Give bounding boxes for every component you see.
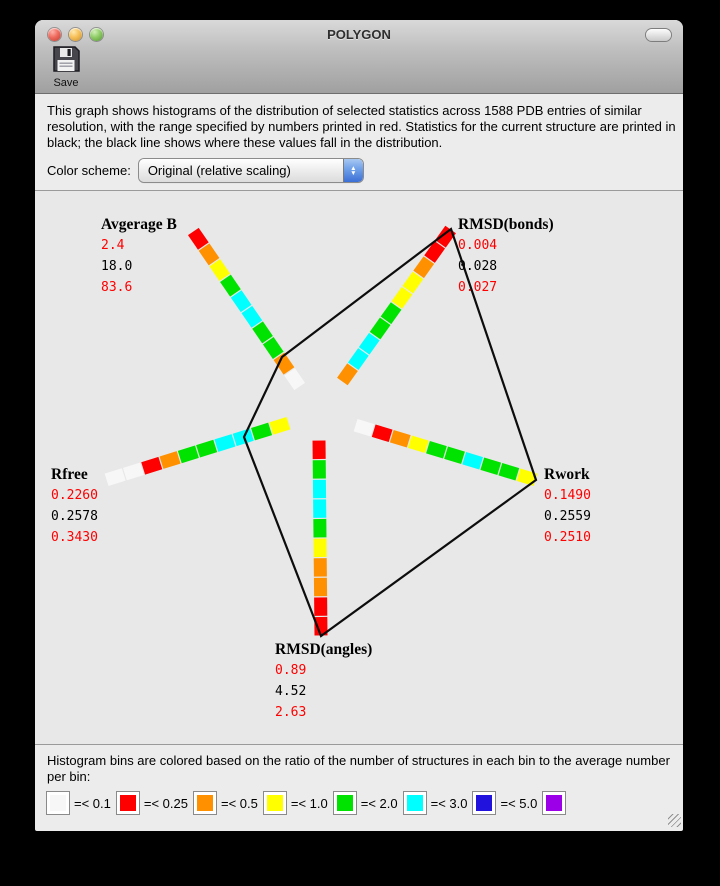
axis-block-rwork bbox=[544, 465, 591, 548]
histogram-bin-green bbox=[375, 321, 385, 335]
legend-bin bbox=[117, 792, 188, 814]
histogram-bin-red bbox=[430, 245, 440, 259]
window-title: POLYGON bbox=[327, 27, 391, 42]
legend-bin bbox=[404, 792, 468, 814]
histogram-bin-green bbox=[428, 447, 445, 452]
legend-bin-label: =< 0.25 bbox=[143, 795, 188, 811]
swatch-color bbox=[197, 795, 213, 811]
color-scheme-label: Color scheme: bbox=[47, 163, 131, 178]
legend-swatch-red bbox=[117, 792, 139, 814]
swatch-color bbox=[407, 795, 423, 811]
histogram-bin-yellow bbox=[410, 442, 427, 447]
legend-bin bbox=[334, 792, 398, 814]
legend-swatch-orange bbox=[194, 792, 216, 814]
axis-max-value: 0.3430 bbox=[51, 530, 98, 545]
legend-swatch-cyan bbox=[404, 792, 426, 814]
legend-swatch-purple bbox=[543, 792, 565, 814]
histogram-bin-cyan bbox=[236, 294, 246, 309]
legend-text: Histogram bins are colored based on the ratio of the number of structures in each bin to the average number per bin: bbox=[47, 753, 670, 784]
histogram-bin-cyan bbox=[464, 458, 481, 463]
legend-bin-label: =< 5.0 bbox=[500, 795, 538, 811]
histogram-bin-green bbox=[446, 453, 463, 458]
axis-min-value: 0.1490 bbox=[544, 488, 591, 503]
legend-bins bbox=[47, 792, 671, 814]
histogram-bin-cyan bbox=[247, 309, 257, 324]
histogram-bin-yellow bbox=[408, 275, 418, 289]
legend-swatch-blue bbox=[473, 792, 495, 814]
swatch-color bbox=[337, 795, 353, 811]
legend-swatch-green bbox=[334, 792, 356, 814]
axis-current-value: 18.0 bbox=[101, 259, 133, 274]
axis-block-rmsd-bonds- bbox=[458, 215, 554, 298]
legend-section bbox=[35, 745, 683, 829]
color-scheme-dropdown[interactable] bbox=[139, 159, 363, 182]
description-section bbox=[35, 94, 683, 191]
axis-name: RMSD(angles) bbox=[275, 641, 373, 658]
histogram-bin-green bbox=[180, 452, 197, 457]
histogram-bin-white bbox=[356, 425, 373, 430]
axis-max-value: 2.63 bbox=[275, 705, 307, 720]
save-button-label: Save bbox=[53, 77, 79, 89]
histogram-bin-orange bbox=[161, 457, 178, 462]
legend-bin-label: =< 0.5 bbox=[220, 795, 258, 811]
histogram-bin-red bbox=[193, 231, 203, 246]
histogram-bin-white bbox=[290, 372, 300, 387]
axis-name: Rfree bbox=[51, 466, 88, 483]
histogram-bin-green bbox=[225, 278, 235, 293]
histogram-bin-red bbox=[143, 463, 160, 468]
titlebar[interactable] bbox=[35, 20, 683, 48]
axis-current-value: 4.52 bbox=[275, 684, 307, 699]
histogram-bin-cyan bbox=[353, 352, 363, 366]
legend-bin bbox=[473, 792, 537, 814]
histogram-bin-yellow bbox=[215, 263, 225, 278]
axis-min-value: 0.004 bbox=[458, 238, 498, 253]
axis-min-value: 0.89 bbox=[275, 663, 307, 678]
legend-bin-label: =< 2.0 bbox=[360, 795, 398, 811]
legend-swatch-white bbox=[47, 792, 69, 814]
legend-bin bbox=[194, 792, 258, 814]
dropdown-stepper-icon: ▲ ▼ bbox=[343, 159, 363, 182]
histogram-bin-green bbox=[198, 446, 215, 451]
histogram-bin-yellow bbox=[518, 475, 535, 480]
axis-block-avgerage-b bbox=[101, 215, 177, 298]
axis-current-value: 0.2578 bbox=[51, 509, 98, 524]
legend-bin-label: =< 3.0 bbox=[430, 795, 468, 811]
legend-bin-label: =< 0.1 bbox=[74, 795, 111, 811]
axis-block-rmsd-angles- bbox=[275, 640, 372, 723]
histogram-bin-orange bbox=[342, 367, 352, 381]
swatch-color bbox=[476, 795, 492, 811]
histogram-bin-white bbox=[107, 474, 124, 479]
resize-grip[interactable] bbox=[668, 814, 681, 827]
histogram-bin-green bbox=[258, 325, 268, 340]
histogram-bin-green bbox=[268, 341, 278, 356]
axis-name: Rwork bbox=[544, 466, 590, 483]
histogram-bin-cyan bbox=[216, 440, 233, 445]
axis-max-value: 0.027 bbox=[458, 280, 498, 295]
axis-current-value: 0.2559 bbox=[544, 509, 591, 524]
toolbar bbox=[35, 48, 683, 93]
axis-max-value: 83.6 bbox=[101, 280, 133, 295]
legend-bin-label: =< 1.0 bbox=[290, 795, 328, 811]
axis-block-rfree bbox=[51, 465, 98, 548]
histogram-bin-green bbox=[386, 306, 396, 320]
legend-bin bbox=[543, 792, 565, 814]
legend-swatch-yellow bbox=[264, 792, 286, 814]
histogram-bin-orange bbox=[419, 260, 429, 274]
histogram-bin-green bbox=[482, 464, 499, 469]
window-chrome bbox=[35, 20, 683, 94]
histogram-bin-cyan bbox=[364, 337, 374, 351]
axis-max-value: 0.2510 bbox=[544, 530, 591, 545]
axis-name: RMSD(bonds) bbox=[458, 216, 554, 233]
description-text: This graph shows histograms of the distribution of selected statistics across 1588 PDB entries of similar resolution, with the range specified by numbers printed in red. Statistics for the current structure are printed in black; the black line shows where these values fall in the distribution. bbox=[47, 103, 676, 150]
save-button[interactable] bbox=[44, 46, 88, 89]
axis-min-value: 0.2260 bbox=[51, 488, 98, 503]
histogram-bin-yellow bbox=[397, 291, 407, 305]
histogram-bin-green bbox=[253, 429, 270, 434]
histogram-bin-red bbox=[374, 431, 391, 436]
polygon-plot bbox=[35, 191, 683, 745]
toolbar-toggle-pill[interactable] bbox=[646, 29, 671, 41]
color-scheme-row bbox=[47, 159, 671, 182]
histogram-bin-green bbox=[500, 469, 517, 474]
histogram-bin-orange bbox=[204, 247, 214, 262]
color-scheme-selected: Original (relative scaling) bbox=[147, 163, 291, 178]
axis-min-value: 2.4 bbox=[101, 238, 125, 253]
legend-bin bbox=[264, 792, 328, 814]
histogram-bin-orange bbox=[392, 436, 409, 441]
swatch-color bbox=[50, 795, 66, 811]
histogram-bin-white bbox=[125, 469, 142, 474]
swatch-color bbox=[267, 795, 283, 811]
swatch-color bbox=[546, 795, 562, 811]
save-icon bbox=[52, 59, 80, 76]
swatch-color bbox=[120, 795, 136, 811]
legend-bin bbox=[47, 792, 111, 814]
axis-name: Avgerage B bbox=[101, 216, 177, 233]
polygon-window bbox=[35, 20, 683, 831]
histogram-bin-yellow bbox=[271, 423, 288, 428]
axis-current-value: 0.028 bbox=[458, 259, 498, 274]
